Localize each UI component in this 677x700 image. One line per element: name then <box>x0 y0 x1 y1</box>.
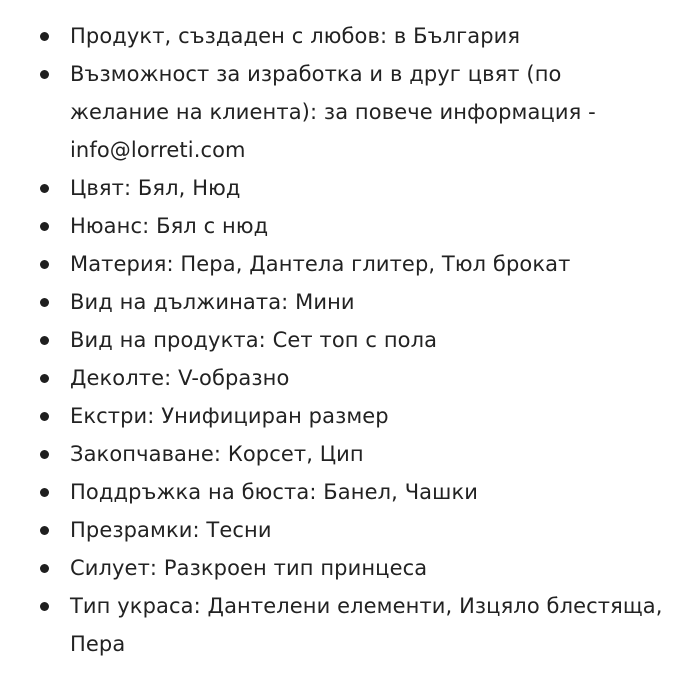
detail-text: Вид на продукта: Сет топ с пола <box>70 328 438 352</box>
bullet-icon <box>40 260 49 269</box>
detail-shade <box>0 207 677 245</box>
bullet-icon <box>40 32 49 41</box>
bullet-icon <box>40 488 49 497</box>
detail-decoration <box>0 587 677 663</box>
bullet-icon <box>40 412 49 421</box>
product-details-list <box>0 17 677 663</box>
detail-product-type <box>0 321 677 359</box>
bullet-icon <box>40 298 49 307</box>
detail-text: Деколте: V-образно <box>70 366 290 390</box>
detail-text: Екстри: Унифициран размер <box>70 404 389 428</box>
bullet-icon <box>40 184 49 193</box>
detail-bust-support <box>0 473 677 511</box>
bullet-icon <box>40 374 49 383</box>
bullet-icon <box>40 336 49 345</box>
detail-text: Нюанс: Бял с нюд <box>70 214 269 238</box>
detail-custom-color <box>0 55 677 169</box>
detail-neckline <box>0 359 677 397</box>
detail-text: Цвят: Бял, Нюд <box>70 176 241 200</box>
detail-straps <box>0 511 677 549</box>
detail-silhouette <box>0 549 677 587</box>
detail-material <box>0 245 677 283</box>
bullet-icon <box>40 450 49 459</box>
detail-text: Вид на дължината: Мини <box>70 290 355 314</box>
bullet-icon <box>40 526 49 535</box>
detail-text: Възможност за изработка и в друг цвят (по желание на клиента): за повече информация - info@lorreti.com <box>70 62 596 162</box>
detail-color <box>0 169 677 207</box>
detail-text: Материя: Пера, Дантела глитер, Тюл брокат <box>70 252 571 276</box>
detail-text: Презрамки: Тесни <box>70 518 272 542</box>
bullet-icon <box>40 602 49 611</box>
detail-length <box>0 283 677 321</box>
detail-text: Продукт, създаден с любов: в България <box>70 24 521 48</box>
detail-text: Поддръжка на бюста: Банел, Чашки <box>70 480 479 504</box>
detail-text: Силует: Разкроен тип принцеса <box>70 556 428 580</box>
bullet-icon <box>40 70 49 79</box>
detail-extras <box>0 397 677 435</box>
detail-closure <box>0 435 677 473</box>
detail-text: Закопчаване: Корсет, Цип <box>70 442 364 466</box>
detail-origin <box>0 17 677 55</box>
detail-text: Тип украса: Дантелени елементи, Изцяло блестяща, Пера <box>70 594 663 656</box>
product-details <box>0 17 677 663</box>
bullet-icon <box>40 222 49 231</box>
bullet-icon <box>40 564 49 573</box>
